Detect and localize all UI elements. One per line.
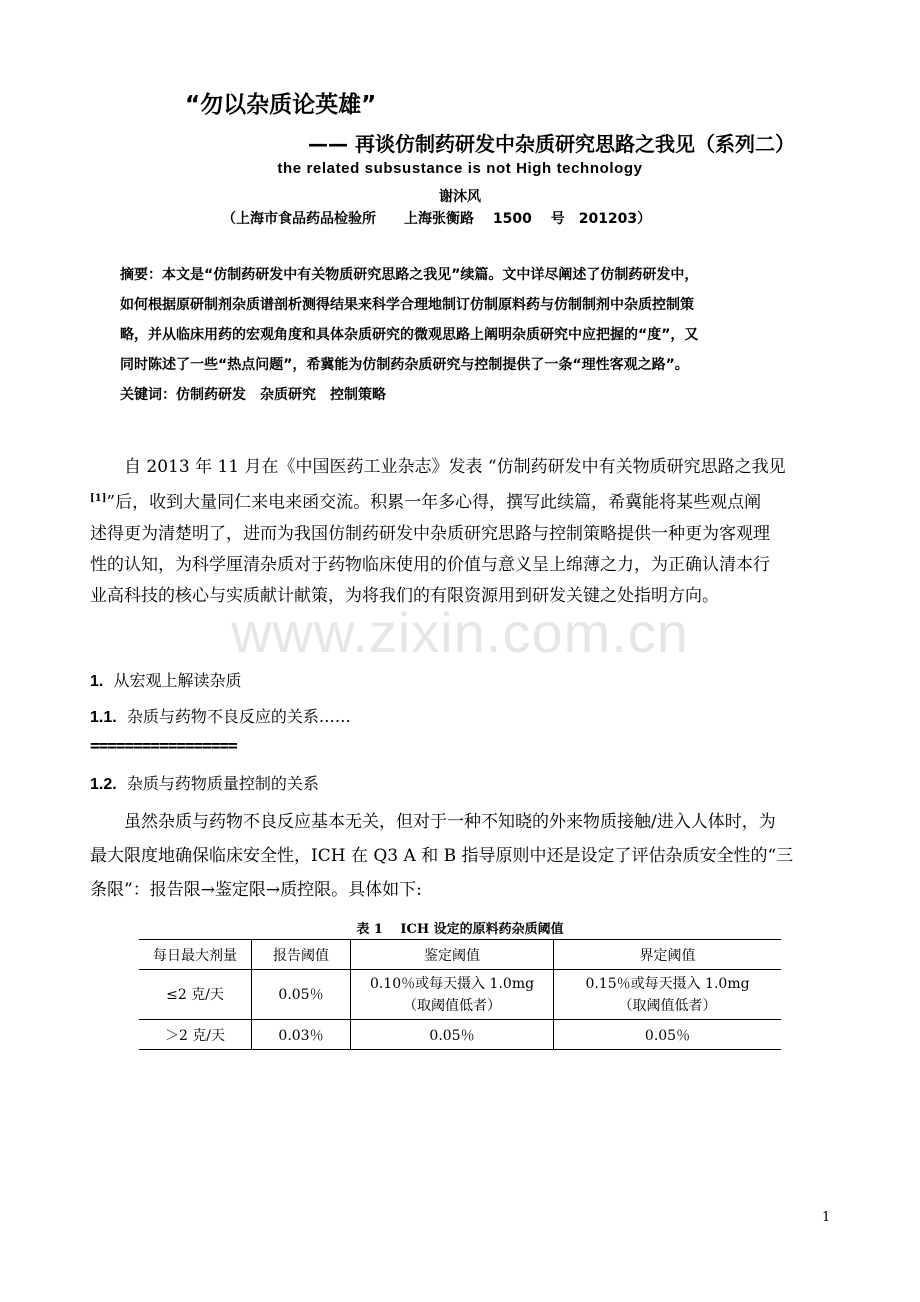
table-header: 每日最大剂量 (139, 940, 252, 970)
author: 谢沐风 (439, 189, 481, 205)
intro-line: 性的认知，为科学厘清杂质对于药物临床使用的价值与意义呈上绵薄之力，为正确认清本行 (90, 554, 770, 575)
paragraph-line: 虽然杂质与药物不良反应基本无关，但对于一种不知晓的外来物质接触/进入人体时，为 (124, 812, 776, 832)
table-header: 界定阈值 (554, 940, 782, 970)
section-title: 杂质与药物质量控制的关系 (126, 774, 319, 793)
cell-line: （取阈值低者） (618, 997, 717, 1014)
title-subtitle: —— 再谈仿制药研发中杂质研究思路之我见（系列二） (308, 132, 795, 156)
page-number: 1 (822, 1210, 831, 1225)
abstract-line: 摘要：本文是“仿制药研发中有关物质研究思路之我见”续篇。文中详尽阐述了仿制药研发中， (120, 267, 699, 283)
section-number: 1.2. (90, 776, 117, 793)
section-number: 1.1. (90, 709, 117, 726)
intro-line: 述得更为清楚明了，进而为我国仿制药研发中杂质研究思路与控制策略提供一种更为客观理 (90, 523, 770, 544)
cell-line: 0.15％或每天摄入 1.0mg (585, 975, 750, 992)
section-title: 杂质与药物不良反应的关系…… (126, 707, 351, 726)
keywords: 关键词：仿制药研发 杂质研究 控制策略 (120, 387, 386, 403)
section-1-2-heading (90, 771, 319, 794)
table-cell: 0.05％ (252, 970, 351, 1020)
intro-line (90, 483, 835, 519)
table-cell: 0.05％ (554, 1020, 782, 1050)
intro-line: 自 2013 年 11 月在《中国医药工业杂志》发表 “仿制药研发中有关物质研究思路之我见 (124, 457, 786, 477)
intro-paragraph (90, 452, 835, 612)
table-cell (351, 970, 554, 1020)
title-english: the related subsustance is not High technology (277, 160, 643, 177)
paragraph-line: 条限”：报告限→鉴定限→质控限。具体如下: (90, 880, 422, 900)
table-cell: 0.05％ (351, 1020, 554, 1050)
section-number: 1. (90, 673, 104, 690)
abstract-line: 同时陈述了一些“热点问题”，希冀能为仿制药杂质研究与控制提供了一条“理性客观之路”。 (120, 357, 689, 373)
table-cell: ≤2 克/天 (139, 970, 252, 1020)
paragraph-line: 最大限度地确保临床安全性，ICH 在 Q3 A 和 B 指导原则中还是设定了评估杂质安全性的“三 (90, 846, 794, 866)
table-caption: 表 1 ICH 设定的原料药杂质阈值 (356, 922, 564, 937)
table-header: 鉴定阈值 (351, 940, 554, 970)
title-main: “勿以杂质论英雄” (185, 92, 377, 118)
watermark: www.zixin.com.cn (231, 601, 689, 664)
cell-line: （取阈值低者） (403, 997, 501, 1014)
table-header: 报告阈值 (252, 940, 351, 970)
section-1-heading (90, 668, 242, 691)
table-cell: ＞2 克/天 (139, 1020, 252, 1050)
table-cell (554, 970, 782, 1020)
paragraph-ich (90, 805, 835, 907)
affiliation: （上海市食品药品检验所 上海张衡路 1500 号 201203） (222, 211, 652, 227)
table-cell: 0.03％ (252, 1020, 351, 1050)
abstract-line: 略，并从临床用药的宏观角度和具体杂质研究的微观思路上阐明杂质研究中应把握的“度”，又 (120, 327, 699, 343)
intro-line: 业高科技的核心与实质献计献策，为将我们的有限资源用到研发关键之处指明方向。 (90, 585, 719, 606)
table-row (139, 970, 781, 1020)
table-header-row (139, 940, 781, 970)
cell-line: 0.10％或每天摄入 1.0mg (369, 975, 535, 992)
table-row (139, 1020, 781, 1050)
citation-ref[interactable]: [1] (90, 493, 107, 504)
abstract (120, 260, 810, 410)
separator-line: ================= (90, 736, 237, 755)
impurity-threshold-table (139, 939, 781, 1050)
section-1-1-heading (90, 704, 351, 727)
section-title: 从宏观上解读杂质 (113, 671, 242, 690)
abstract-line: 如何根据原研制剂杂质谱剖析测得结果来科学合理地制订仿制原料药与仿制制剂中杂质控制策 (120, 297, 694, 313)
intro-line-text: ”后，收到大量同仁来电来函交流。积累一年多心得，撰写此续篇，希冀能将某些观点阐 (106, 492, 762, 513)
